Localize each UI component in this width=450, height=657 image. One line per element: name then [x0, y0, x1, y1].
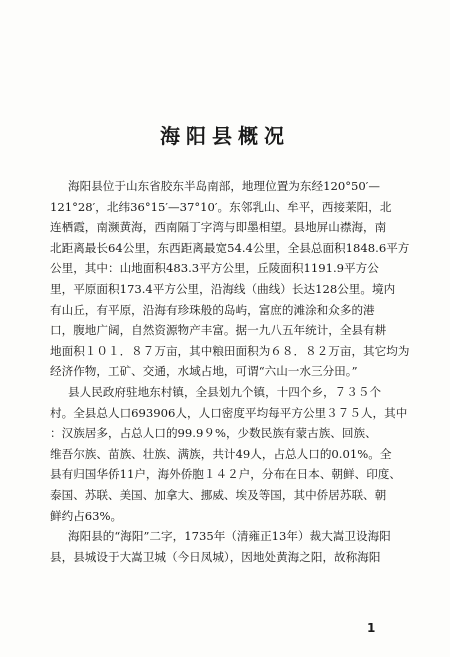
text-line: 县有归国华侨11户，海外侨胞１４２户，分布在日本、朝鲜、印度、 — [50, 467, 401, 482]
text-line: 地面积１０１．８７万亩，其中粮田面积为６８．８２万亩，其它均为 — [50, 343, 410, 358]
text-line: 泰国、苏联、美国、加拿大、挪威、埃及等国，其中侨居苏联、朝 — [50, 487, 387, 502]
text-line: 北距离最长64公里，东西距离最宽54.4公里，全县总面积1848.6平方 — [50, 240, 410, 255]
document-body — [50, 176, 420, 567]
text-line: 有山丘，有平原，沿海有珍珠般的岛屿，富庶的滩涂和众多的港 — [50, 302, 375, 317]
text-line: 维吾尔族、苗族、壮族、满族，共计49人，占总人口的0.01%。全 — [50, 446, 392, 461]
text-line: 连栖霞，南濒黄海，西南隔丁字湾与即墨相望。县地屏山襟海，南 — [50, 220, 387, 235]
text-line: 口，腹地广阔，自然资源物产丰富。据一九八五年统计，全县有耕 — [50, 323, 387, 338]
text-line: 村。全县总人口693906人，人口密度平均每平方公里３７５人，其中 — [50, 405, 408, 420]
text-line: 121°28′，北纬36°15′—37°10′。东邻乳山、牟平，西接莱阳，北 — [50, 199, 392, 214]
text-line: 里，平原面积173.4平方公里，沿海线（曲线）长达128公里。境内 — [50, 281, 396, 296]
document-title: 海阳县概况 — [160, 124, 290, 148]
text-line: ：汉族居多，占总人口的99.9９%，少数民族有蒙古族、回族、 — [50, 426, 377, 441]
page-number: 1 — [367, 621, 376, 635]
text-line: 海阳县位于山东省胶东半岛南部，地理位置为东经120°50′— — [68, 179, 380, 193]
text-line: 海阳县的“海阳”二字，1735年（清雍正13年）裁大嵩卫设海阳 — [68, 529, 391, 544]
text-line: 鲜约占63%。 — [50, 508, 123, 523]
text-line: 县，县城设于大嵩卫城（今日凤城），因地处黄海之阳，故称海阳 — [50, 549, 381, 564]
text-line: 县人民政府驻地东村镇，全县划九个镇，十四个乡，７３５个 — [68, 384, 382, 399]
text-line: 经济作物，工矿、交通，水域占地，可谓“六山一水三分田。” — [50, 364, 358, 379]
text-line: 公里，其中：山地面积483.3平方公里，丘陵面积1191.9平方公 — [50, 261, 379, 276]
